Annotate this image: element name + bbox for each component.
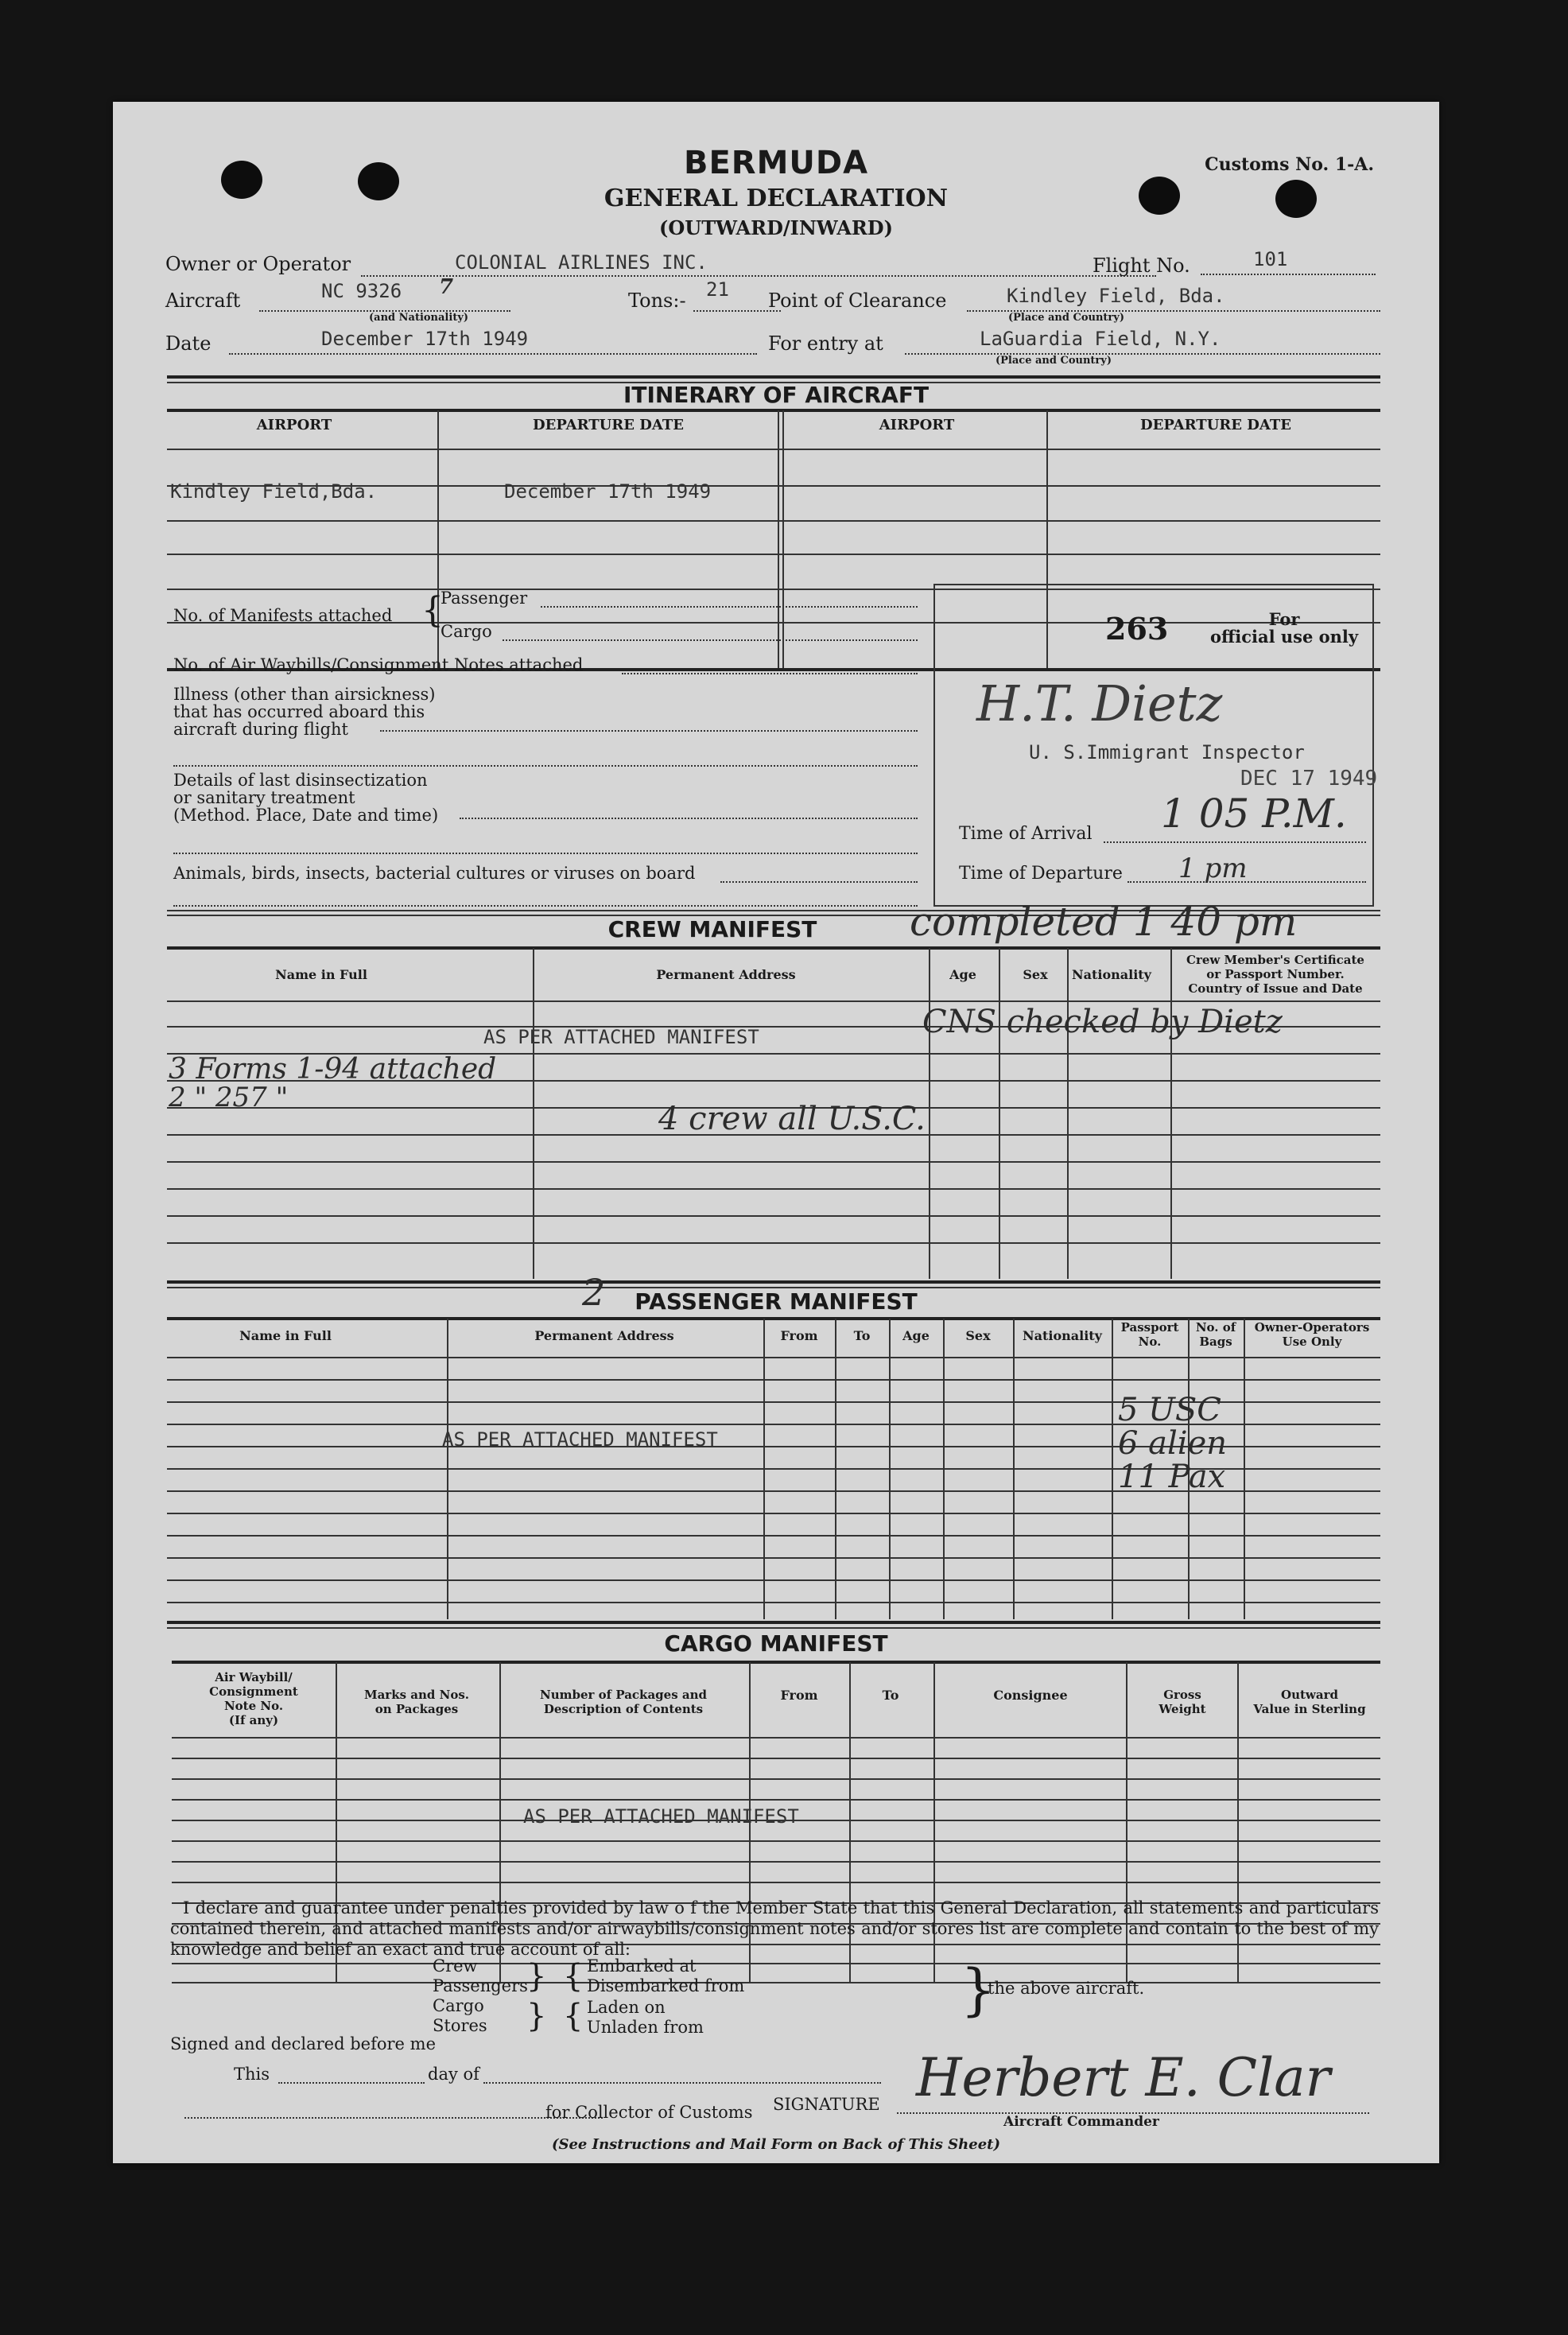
passenger-col-from: From (780, 1328, 818, 1343)
itinerary-col-airport-2: AIRPORT (879, 417, 955, 433)
crew-col-certificate: Crew Member's Certificate or Passport Number. Country of Issue and Date (1186, 953, 1364, 996)
flight-value: 101 (1253, 248, 1288, 270)
clearance-value: Kindley Field, Bda. (1007, 285, 1225, 307)
crew-completed-note: completed 1 40 pm (910, 899, 1298, 945)
cargo-col-waybill: Air Waybill/ Consignment Note No. (If any) (209, 1670, 298, 1727)
form-title: BERMUDA (683, 145, 869, 181)
declaration-items: Crew Passengers Cargo Stores (433, 1956, 528, 2035)
crew-title: CREW MANIFEST (607, 916, 817, 942)
crew-checked-note: CNS checked by Dietz (922, 1004, 1283, 1040)
passenger-count: 2 (582, 1271, 606, 1314)
cargo-col-marks: Marks and Nos. on Packages (363, 1688, 469, 1716)
clearance-note: (Place and Country) (1008, 312, 1124, 324)
flight-label: Flight No. (1093, 254, 1190, 277)
itinerary-row-airport: Kindley Field,Bda. (170, 480, 378, 503)
cargo-title: CARGO MANIFEST (664, 1630, 888, 1657)
declaration-options: Embarked at Disembarked from Laden on Unladen from (587, 1956, 745, 2037)
passenger-col-nationality: Nationality (1023, 1328, 1102, 1343)
date-label: Date (165, 332, 212, 355)
passenger-label: Passenger (441, 589, 528, 608)
crew-col-address: Permanent Address (656, 967, 796, 982)
commander-signature: Herbert E. Clar (916, 2047, 1331, 2108)
cargo-per-manifest: AS PER ATTACHED MANIFEST (523, 1805, 799, 1828)
customs-number: Customs No. 1-A. (1205, 154, 1374, 175)
passenger-col-sex: Sex (965, 1328, 991, 1343)
cargo-col-to: To (882, 1688, 899, 1703)
crew-col-age: Age (949, 967, 976, 982)
entry-note: (Place and Country) (996, 355, 1112, 367)
entry-value: LaGuardia Field, N.Y. (980, 328, 1221, 350)
crew-col-sex: Sex (1023, 967, 1048, 982)
form-subtitle: GENERAL DECLARATION (604, 185, 949, 212)
itinerary-col-airport: AIRPORT (256, 417, 332, 433)
declaration-text: I declare and guarantee under penalties provided by law o f the Member State that this General Declaration, all statements and particulars contained therein, and attached manifests and/or airwaybills/consignment notes and/or stores list are complete and contain to the best of my knowledge and belief an exact and true account of all: (170, 1898, 1379, 1959)
crew-col-nationality: Nationality (1072, 967, 1151, 982)
day-of-label: day of (428, 2065, 479, 2084)
aircraft-note: (and Nationality) (369, 312, 469, 324)
tons-value: 21 (706, 278, 729, 301)
manifests-label: No. of Manifests attached (173, 606, 393, 625)
clearance-label: Point of Clearance (768, 289, 947, 312)
tons-label: Tons:- (628, 289, 686, 312)
crew-col-name: Name in Full (275, 967, 367, 982)
date-value: December 17th 1949 (321, 328, 529, 350)
cargo-label: Cargo (441, 622, 492, 641)
owner-value: COLONIAL AIRLINES INC. (455, 251, 708, 274)
passenger-summary-note: 5 USC 6 alien 11 Pax (1118, 1392, 1228, 1495)
inspector-signature: H.T. Dietz (976, 674, 1223, 732)
aircraft-hand-digit: 7 (439, 275, 454, 299)
owner-label: Owner or Operator (165, 253, 351, 275)
passenger-col-age: Age (902, 1328, 930, 1343)
cargo-col-consignee: Consignee (993, 1688, 1068, 1703)
commander-label: Aircraft Commander (1003, 2114, 1159, 2130)
passenger-per-manifest: AS PER ATTACHED MANIFEST (442, 1428, 718, 1451)
departure-value: 1 pm (1178, 853, 1248, 884)
passenger-col-owner-use: Owner-Operators Use Only (1254, 1320, 1370, 1349)
inspector-title: U. S.Immigrant Inspector (1029, 741, 1305, 763)
signed-declared-label: Signed and declared before me (170, 2034, 437, 2053)
official-use-label: For official use only (1210, 609, 1359, 647)
official-number: 263 (1105, 611, 1169, 647)
footer-instructions: (See Instructions and Mail Form on Back of This Sheet) (551, 2136, 1001, 2153)
date-stamp: DEC 17 1949 (1240, 767, 1378, 791)
itinerary-col-departure-2: DEPARTURE DATE (1140, 417, 1291, 433)
signature-label: SIGNATURE (773, 2095, 880, 2114)
cargo-col-contents: Number of Packages and Description of Contents (540, 1688, 707, 1716)
above-aircraft-label: the above aircraft. (988, 1979, 1145, 1998)
crew-forms-note: 3 Forms 1-94 attached (169, 1053, 497, 1086)
this-label: This (234, 2065, 270, 2084)
passenger-col-name: Name in Full (239, 1328, 332, 1343)
itinerary-col-departure: DEPARTURE DATE (533, 417, 684, 433)
animals-label: Animals, birds, insects, bacterial cultures or viruses on board (173, 864, 696, 883)
declaration-sheet: BERMUDA GENERAL DECLARATION (OUTWARD/INWARD) Customs No. 1-A. Owner or Operator COLONIAL AIRLINES INC. Flight No. 101 Aircraft NC 9326 7 (and Nationality) Tons:- 21 Point of Clearance Kindley Field, Bda. (Place and Country) Date December 17th 1949 For entry at LaGuardia Field, N.Y. (Place and Country) ITINERARY OF AIRCRAFT AIRPORT DEPARTURE DATE AIRPORT DEPARTURE DATE Kindley Field,Bda. December 17th 1949 No. of Manifests attached { Passenger Cargo No. of Air Waybills/Consignment Notes attached Illness (other than airsickness) that has occurred aboard this aircraft during flight Details of last disinsectization or sanitary treatment (Method. Place, Date and time) Animals, birds, insects, bacterial cultures or viruses on board 263 For official use only H.T. Dietz U. S.Immigrant Inspector DEC 17 1949 Time of Arrival 1 05 P.M. Time of Departure 1 pm CREW MANIFEST completed 1 40 pm Name in Full Permanent Address Age Sex Nationality Crew Member's Certificate or Passport Number. Country of Issue and Date AS PER ATTACHED MANIFEST CNS checked by Dietz 3 Forms 1-94 attached 2 " 257 " 4 crew all U.S.C. 2 PASSENGER MANIFEST Name in Full Permanent Address From To Age Sex Nationality Passport No. No. of Bags Owner-Operators Use Only AS PER ATTACHED MANIFEST 5 USC 6 alien 11 Pax CARGO MANIFEST Air Waybill/ Consignment Note No. (If any) Marks and Nos. on Packages Number of Packages and Description of Contents From To Consignee Gross Weight Outward Value in Sterling AS PER ATTACHED MANIFEST I declare and guarantee under penalties provided by law o f the Member State that this General Declaration, all statements and particulars contained therein, and attached manifests and/or airwaybills/consignment notes and/or stores list are complete and contain to the best of my knowledge and belief an exact and true account of all: Crew Passengers Cargo Stores } } { { Embarked at Disembarked from Laden on Unladen from } the above aircraft. Signed and declared before me This day of for Collector of Customs SIGNATURE Herbert E. Clar Aircraft Commander (See Instructions and Mail Form on Back of This Sheet) (113, 102, 1439, 2163)
disinsectization-label: Details of last disinsectization or sanitary treatment (Method. Place, Date and time) (173, 771, 439, 825)
departure-label: Time of Departure (959, 864, 1123, 884)
passenger-col-to: To (853, 1328, 871, 1343)
waybills-label: No. of Air Waybills/Consignment Notes attached (173, 655, 584, 674)
collector-label: for Collector of Customs (545, 2103, 753, 2122)
aircraft-label: Aircraft (165, 289, 241, 312)
illness-label: Illness (other than airsickness) that has occurred aboard this aircraft during flight (173, 685, 436, 739)
cargo-col-from: From (780, 1688, 818, 1703)
passenger-title: PASSENGER MANIFEST (635, 1288, 918, 1315)
arrival-value: 1 05 P.M. (1161, 791, 1347, 837)
cargo-col-value: Outward Value in Sterling (1253, 1688, 1366, 1716)
aircraft-value: NC 9326 (321, 280, 402, 302)
itinerary-title: ITINERARY OF AIRCRAFT (623, 382, 930, 408)
crew-count-note: 4 crew all U.S.C. (658, 1101, 926, 1137)
passenger-col-passport: Passport No. (1120, 1320, 1179, 1349)
arrival-label: Time of Arrival (959, 824, 1093, 844)
entry-label: For entry at (768, 332, 883, 355)
crew-per-manifest: AS PER ATTACHED MANIFEST (483, 1026, 759, 1048)
cargo-col-gross-weight: Gross Weight (1159, 1688, 1206, 1716)
form-direction: (OUTWARD/INWARD) (659, 216, 893, 239)
crew-forms-note-2: 2 " 257 " (169, 1082, 289, 1113)
itinerary-row-departure: December 17th 1949 (504, 480, 712, 503)
passenger-col-address: Permanent Address (534, 1328, 674, 1343)
passenger-col-bags: No. of Bags (1195, 1320, 1236, 1349)
